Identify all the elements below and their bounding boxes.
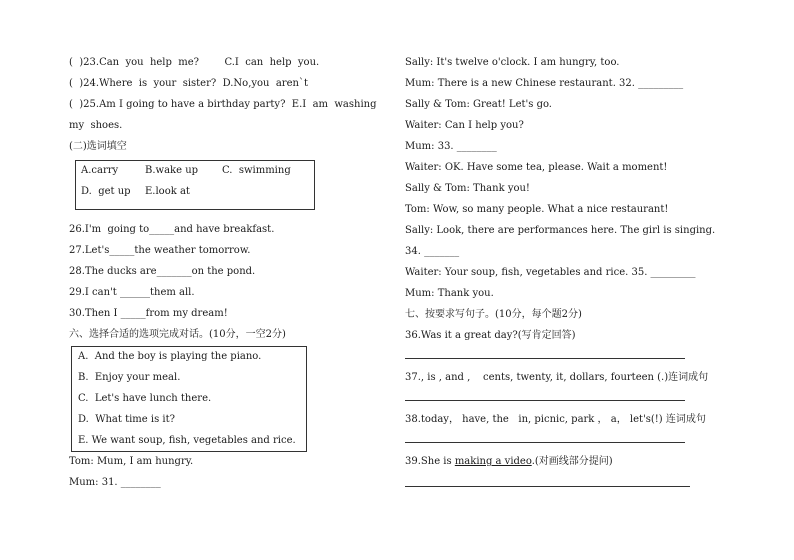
question-30: 30.Then I _____from my dream! xyxy=(69,308,228,319)
answer-line-38 xyxy=(405,442,685,443)
dialogue-sally-look: Sally: Look, there are performances here. The girl is singing. xyxy=(405,225,716,236)
dialogue-sally-tom-thank: Sally & Tom: Thank you! xyxy=(405,183,530,194)
choice-b: B.wake up xyxy=(145,165,199,176)
dialogue-mum-thank: Mum: Thank you. xyxy=(405,288,494,299)
question-36: 36.Was it a great day?(写肯定回答) xyxy=(405,330,576,341)
question-26: 26.I'm going to_____and have breakfast. xyxy=(69,224,275,235)
choice-c: C. swimming xyxy=(222,165,291,176)
question-23: ( )23.Can you help me? C.I can help you. xyxy=(69,57,320,68)
option-a: A. And the boy is playing the piano. xyxy=(78,351,262,362)
choice-d: D. get up xyxy=(81,186,131,197)
dialogue-mum-31: Mum: 31. ________ xyxy=(69,477,161,488)
answer-line-36 xyxy=(405,358,685,359)
section-2-title: (二)选词填空 xyxy=(69,141,127,152)
dialogue-tom-hungry: Tom: Mum, I am hungry. xyxy=(69,456,194,467)
dialogue-options-box xyxy=(71,346,307,452)
dialogue-tom-wow: Tom: Wow, so many people. What a nice restaurant! xyxy=(405,204,669,215)
section-6-title: 六、选择合适的选项完成对话。(10分，一空2分) xyxy=(69,329,286,340)
dialogue-34: 34. _______ xyxy=(405,246,460,257)
choice-a: A.carry xyxy=(81,165,119,176)
choice-e: E.look at xyxy=(145,186,190,197)
answer-line-37 xyxy=(405,400,685,401)
question-38: 38.today， have, the in, picnic, park ， a， let's(!) 连词成句 xyxy=(405,414,706,425)
dialogue-waiter-tea: Waiter: OK. Have some tea, please. Wait a moment! xyxy=(405,162,668,173)
question-25: ( )25.Am I going to have a birthday party? E.I am washing xyxy=(69,99,377,110)
section-7-title: 七、按要求写句子。(10分，每个题2分) xyxy=(405,309,582,320)
word-choice-box xyxy=(75,160,315,210)
option-c: C. Let's have lunch there. xyxy=(78,393,212,404)
question-39-suffix: .(对画线部分提问) xyxy=(531,456,613,467)
question-39 xyxy=(405,456,613,468)
dialogue-sally-tom-great: Sally & Tom: Great! Let's go. xyxy=(405,99,552,110)
question-24: ( )24.Where is your sister? D.No,you aren`t xyxy=(69,78,308,89)
question-39-underlined: making a video xyxy=(454,456,532,467)
question-29: 29.I can't ______them all. xyxy=(69,287,195,298)
dialogue-waiter-35: Waiter: Your soup, fish, vegetables and rice. 35. _________ xyxy=(405,267,696,278)
question-27: 27.Let's_____the weather tomorrow. xyxy=(69,245,251,256)
dialogue-mum-33: Mum: 33. ________ xyxy=(405,141,497,152)
dialogue-mum-32: Mum: There is a new Chinese restaurant. 32. _________ xyxy=(405,78,684,89)
answer-line-39 xyxy=(405,486,690,487)
dialogue-waiter-help: Waiter: Can I help you? xyxy=(405,120,524,131)
question-28: 28.The ducks are_______on the pond. xyxy=(69,266,256,277)
dialogue-sally-twelve: Sally: It's twelve o'clock. I am hungry, too. xyxy=(405,57,620,68)
option-d: D. What time is it? xyxy=(78,414,175,425)
question-25-continued: my shoes. xyxy=(69,120,123,131)
option-e: E. We want soup, fish, vegetables and rice. xyxy=(78,435,296,446)
question-37: 37., is , and , cents, twenty, it, dollars, fourteen (.)连词成句 xyxy=(405,372,709,383)
question-39-prefix: 39.She is xyxy=(405,456,455,467)
option-b: B. Enjoy your meal. xyxy=(78,372,181,383)
